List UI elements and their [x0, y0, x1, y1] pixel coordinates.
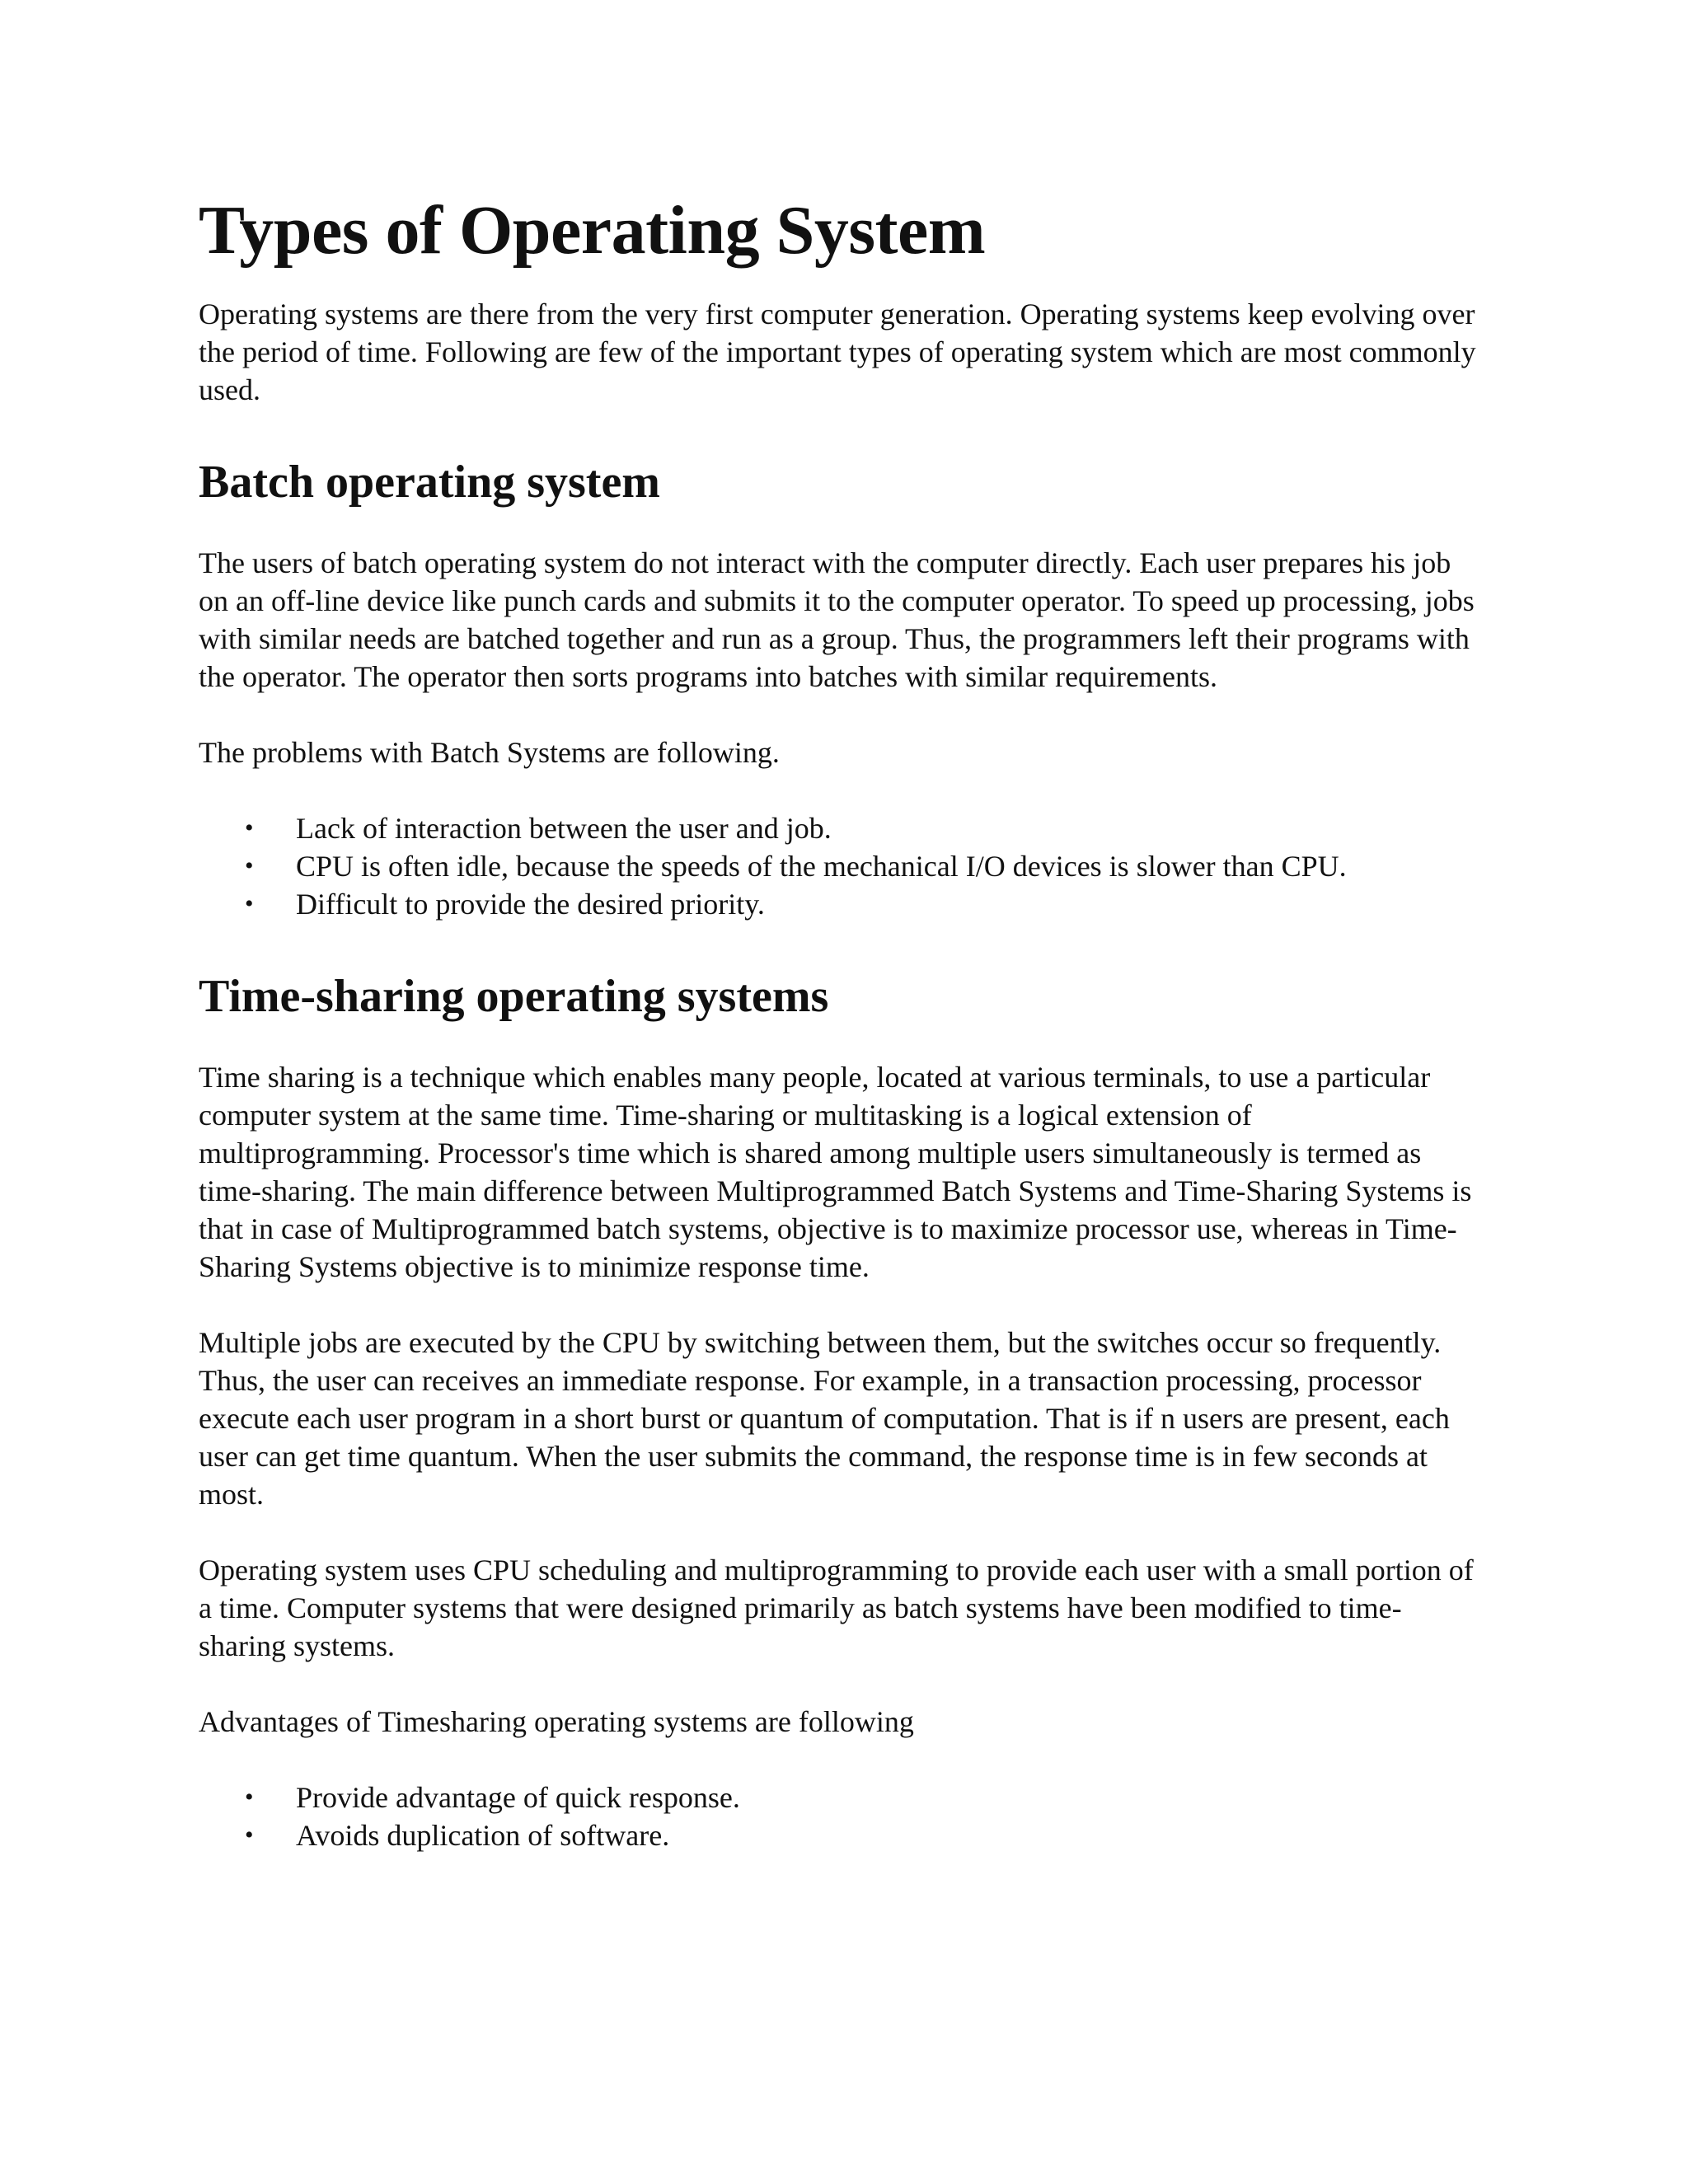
timesharing-paragraph-1: Time sharing is a technique which enables many people, located at various terminals, to use a particular computer system at the same time. Time-sharing or multitasking is a logical extension of multiprogramming. Processor's time which is shared among multiple users simultaneously is termed as time-sharing. The main difference between Multiprogrammed Batch Systems and Time-Sharing Systems is that in case of Multiprogrammed batch systems, objective is to maximize processor use, whereas in Time-Sharing Systems objective is to minimize response time.	[199, 1061, 1472, 1283]
batch-problems-list	[199, 809, 1484, 923]
list-item: • CPU is often idle, because the speeds of the mechanical I/O devices is slower than CPU.	[199, 847, 1484, 885]
timesharing-paragraph-4: Advantages of Timesharing operating systems are following	[199, 1705, 914, 1738]
bullet-icon: •	[245, 814, 254, 841]
intro-paragraph: Operating systems are there from the very first computer generation. Operating systems keep evolving over the period of time. Following are few of the important types of operating system which are most commonly used.	[199, 298, 1476, 406]
list-item: • Difficult to provide the desired priority.	[199, 885, 1484, 923]
bullet-icon: •	[245, 852, 254, 879]
batch-paragraph-1: The users of batch operating system do not interact with the computer directly. Each user prepares his job on an off-line device like punch cards and submits it to the computer operator. To speed up processing, jobs with similar needs are batched together and run as a group. Thus, the programmers left their programs with the operator. The operator then sorts programs into batches with similar requirements.	[199, 546, 1475, 693]
bullet-icon: •	[245, 1821, 254, 1849]
timesharing-heading: Time-sharing operating systems	[199, 971, 829, 1022]
batch-paragraph-2: The problems with Batch Systems are following.	[199, 736, 780, 769]
page-title: Types of Operating System	[199, 192, 986, 269]
timesharing-advantages-list	[199, 1779, 1484, 1854]
bullet-icon: •	[245, 890, 254, 917]
bullet-icon: •	[245, 1783, 254, 1811]
list-item: • Provide advantage of quick response.	[199, 1779, 1484, 1816]
list-item: • Lack of interaction between the user and job.	[199, 809, 1484, 847]
timesharing-paragraph-3: Operating system uses CPU scheduling and multiprogramming to provide each user with a small portion of a time. Computer systems that were designed primarily as batch systems have been modified to time-sharing systems.	[199, 1554, 1474, 1662]
timesharing-paragraph-2: Multiple jobs are executed by the CPU by switching between them, but the switches occur so frequently. Thus, the user can receives an immediate response. For example, in a transaction processing, processor execute each user program in a short burst or quantum of computation. That is if n users are present, each user can get time quantum. When the user submits the command, the response time is in few seconds at most.	[199, 1326, 1450, 1511]
document-page	[199, 190, 1484, 1854]
batch-heading: Batch operating system	[199, 457, 660, 508]
list-item: • Avoids duplication of software.	[199, 1816, 1484, 1854]
